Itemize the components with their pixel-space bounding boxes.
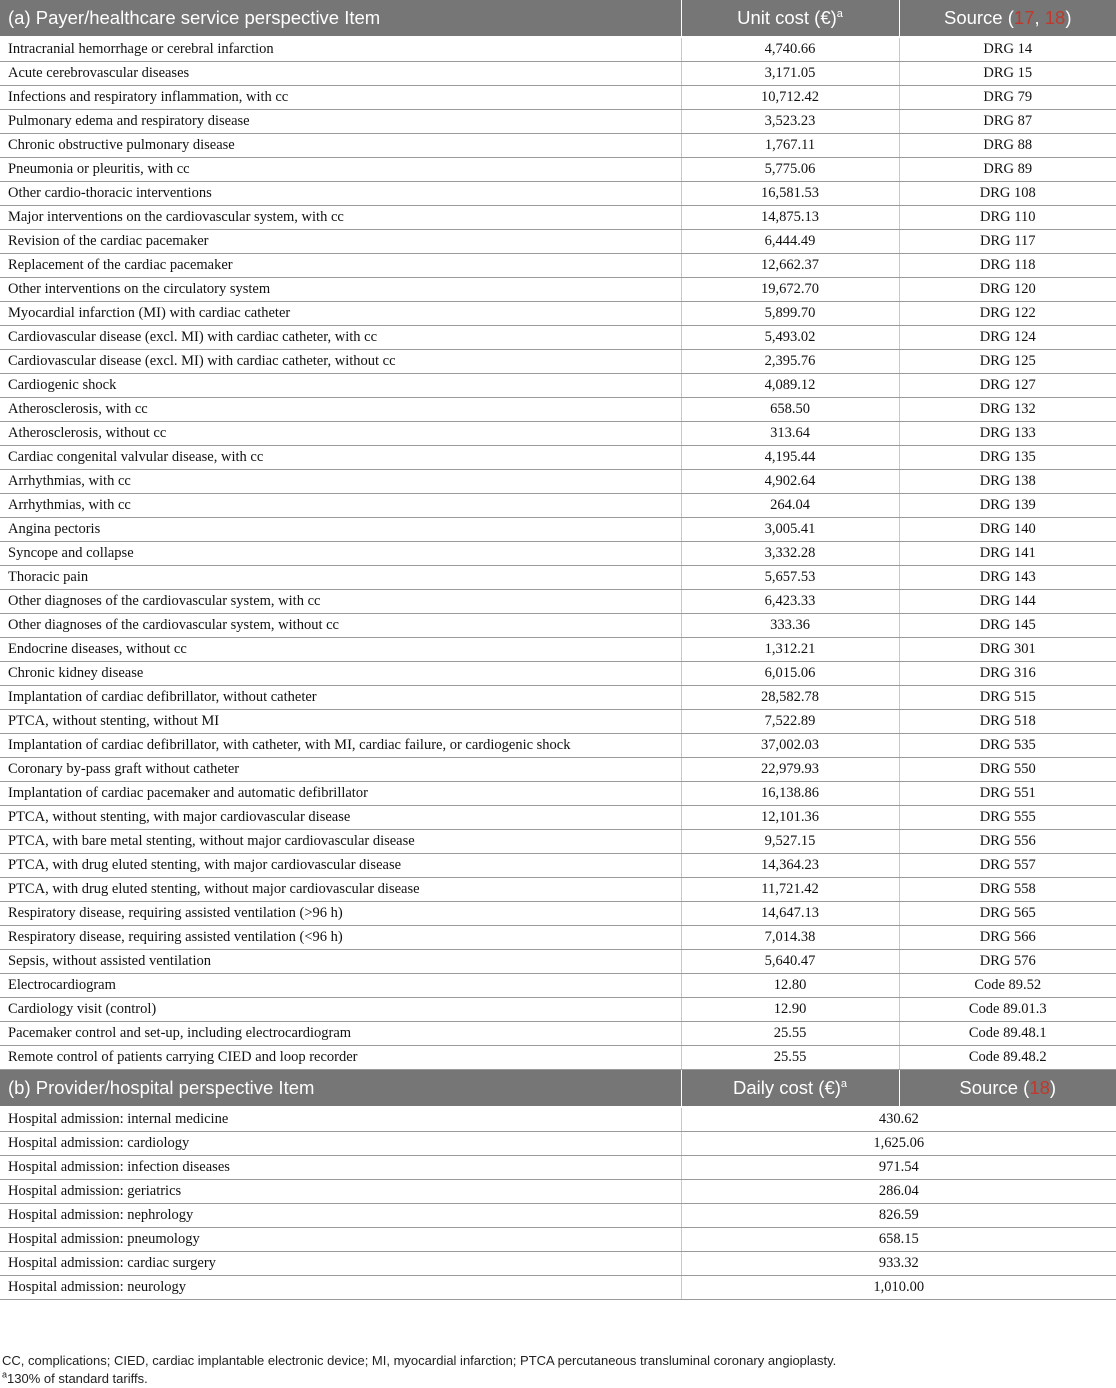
- item-cell: Hospital admission: neurology: [0, 1276, 681, 1300]
- table-row: [0, 854, 1116, 878]
- item-cell: Myocardial infarction (MI) with cardiac catheter: [0, 302, 681, 326]
- table-row: [0, 974, 1116, 998]
- section-b-cost-header: [681, 1070, 899, 1108]
- unit-cost-cell: 12,101.36: [681, 806, 899, 830]
- table-row: [0, 134, 1116, 158]
- source-cell: Code 89.52: [899, 974, 1116, 998]
- unit-cost-cell: 5,899.70: [681, 302, 899, 326]
- unit-cost-cell: 6,015.06: [681, 662, 899, 686]
- item-cell: Hospital admission: cardiology: [0, 1132, 681, 1156]
- table-row: [0, 782, 1116, 806]
- daily-cost-cell: 430.62: [681, 1107, 1116, 1132]
- item-cell: Pacemaker control and set-up, including electrocardiogram: [0, 1022, 681, 1046]
- table-footnotes: [2, 1352, 1114, 1388]
- table-row: [0, 1156, 1116, 1180]
- unit-cost-cell: 4,902.64: [681, 470, 899, 494]
- section-a-source-header: [899, 0, 1116, 37]
- item-cell: Angina pectoris: [0, 518, 681, 542]
- table-row: [0, 182, 1116, 206]
- unit-cost-cell: 658.50: [681, 398, 899, 422]
- unit-cost-cell: 313.64: [681, 422, 899, 446]
- reference-link-18[interactable]: 18: [1044, 7, 1066, 28]
- source-cell: DRG 122: [899, 302, 1116, 326]
- daily-cost-cell: 286.04: [681, 1180, 1116, 1204]
- item-cell: Other diagnoses of the cardiovascular system, with cc: [0, 590, 681, 614]
- source-cell: DRG 515: [899, 686, 1116, 710]
- source-cell: DRG 132: [899, 398, 1116, 422]
- source-cell: DRG 551: [899, 782, 1116, 806]
- table-row: [0, 1204, 1116, 1228]
- section-a-cost-header: [681, 0, 899, 37]
- item-cell: Syncope and collapse: [0, 542, 681, 566]
- source-cell: DRG 566: [899, 926, 1116, 950]
- unit-cost-cell: 11,721.42: [681, 878, 899, 902]
- unit-cost-cell: 12.90: [681, 998, 899, 1022]
- unit-cost-cell: 37,002.03: [681, 734, 899, 758]
- table-row: [0, 830, 1116, 854]
- item-cell: Cardiology visit (control): [0, 998, 681, 1022]
- table-row: [0, 878, 1116, 902]
- item-cell: Cardiovascular disease (excl. MI) with cardiac catheter, with cc: [0, 326, 681, 350]
- table-row: [0, 470, 1116, 494]
- unit-cost-cell: 5,775.06: [681, 158, 899, 182]
- unit-cost-cell: 6,423.33: [681, 590, 899, 614]
- daily-cost-cell: 1,625.06: [681, 1132, 1116, 1156]
- source-cell: DRG 145: [899, 614, 1116, 638]
- table-row: [0, 926, 1116, 950]
- source-cell: DRG 120: [899, 278, 1116, 302]
- item-cell: Atherosclerosis, without cc: [0, 422, 681, 446]
- unit-cost-cell: 14,647.13: [681, 902, 899, 926]
- table-row: [0, 494, 1116, 518]
- source-cell: DRG 133: [899, 422, 1116, 446]
- table-row: [0, 1046, 1116, 1070]
- source-cell: DRG 14: [899, 37, 1116, 62]
- item-cell: Hospital admission: geriatrics: [0, 1180, 681, 1204]
- table-row: [0, 302, 1116, 326]
- source-cell: Code 89.48.2: [899, 1046, 1116, 1070]
- item-cell: Implantation of cardiac pacemaker and automatic defibrillator: [0, 782, 681, 806]
- item-cell: Major interventions on the cardiovascular system, with cc: [0, 206, 681, 230]
- unit-cost-cell: 3,332.28: [681, 542, 899, 566]
- table-row: [0, 1132, 1116, 1156]
- unit-cost-cell: 25.55: [681, 1046, 899, 1070]
- unit-cost-cell: 333.36: [681, 614, 899, 638]
- table-row: [0, 62, 1116, 86]
- source-cell: DRG 139: [899, 494, 1116, 518]
- source-cell: DRG 88: [899, 134, 1116, 158]
- table-row: [0, 902, 1116, 926]
- item-cell: Hospital admission: infection diseases: [0, 1156, 681, 1180]
- table-row: [0, 1228, 1116, 1252]
- section-b-source-prefix: Source (: [959, 1077, 1030, 1098]
- item-cell: Thoracic pain: [0, 566, 681, 590]
- section-a-header-row: [0, 0, 1116, 37]
- table-row: [0, 950, 1116, 974]
- unit-cost-cell: 1,312.21: [681, 638, 899, 662]
- source-cell: DRG 576: [899, 950, 1116, 974]
- source-cell: DRG 138: [899, 470, 1116, 494]
- item-cell: PTCA, with bare metal stenting, without major cardiovascular disease: [0, 830, 681, 854]
- abbreviations-note: CC, complications; CIED, cardiac implantable electronic device; MI, myocardial infarction; PTCA percutaneous transluminal coronary angioplasty.: [2, 1353, 837, 1368]
- unit-cost-cell: 19,672.70: [681, 278, 899, 302]
- table-row: [0, 326, 1116, 350]
- source-cell: DRG 110: [899, 206, 1116, 230]
- section-a-ref-separator: ,: [1034, 7, 1045, 28]
- source-cell: DRG 518: [899, 710, 1116, 734]
- daily-cost-cell: 933.32: [681, 1252, 1116, 1276]
- table-row: [0, 86, 1116, 110]
- unit-cost-cell: 5,640.47: [681, 950, 899, 974]
- unit-cost-cell: 14,875.13: [681, 206, 899, 230]
- section-b-item-header: (b) Provider/hospital perspective Item: [0, 1070, 681, 1108]
- unit-cost-cell: 3,171.05: [681, 62, 899, 86]
- table-row: [0, 686, 1116, 710]
- tariff-note: [2, 1370, 1114, 1388]
- item-cell: Pneumonia or pleuritis, with cc: [0, 158, 681, 182]
- source-cell: DRG 124: [899, 326, 1116, 350]
- source-cell: DRG 555: [899, 806, 1116, 830]
- section-b-cost-header-footnote: a: [840, 1077, 848, 1090]
- unit-cost-cell: 16,138.86: [681, 782, 899, 806]
- item-cell: Coronary by-pass graft without catheter: [0, 758, 681, 782]
- table-row: [0, 710, 1116, 734]
- item-cell: PTCA, without stenting, without MI: [0, 710, 681, 734]
- item-cell: Cardiovascular disease (excl. MI) with cardiac catheter, without cc: [0, 350, 681, 374]
- section-b-cost-header-text: Daily cost (€): [732, 1077, 841, 1098]
- table-row: [0, 110, 1116, 134]
- unit-cost-cell: 1,767.11: [681, 134, 899, 158]
- section-a-cost-header-text: Unit cost (€): [737, 7, 837, 28]
- section-b-source-header: [899, 1070, 1116, 1108]
- unit-cost-cell: 3,005.41: [681, 518, 899, 542]
- unit-cost-cell: 12.80: [681, 974, 899, 998]
- table-row: [0, 542, 1116, 566]
- source-cell: DRG 316: [899, 662, 1116, 686]
- table-row: [0, 374, 1116, 398]
- table-row: [0, 206, 1116, 230]
- item-cell: Respiratory disease, requiring assisted ventilation (<96 h): [0, 926, 681, 950]
- table-row: [0, 1022, 1116, 1046]
- source-cell: DRG 89: [899, 158, 1116, 182]
- source-cell: DRG 550: [899, 758, 1116, 782]
- unit-cost-cell: 6,444.49: [681, 230, 899, 254]
- unit-cost-cell: 12,662.37: [681, 254, 899, 278]
- unit-cost-cell: 2,395.76: [681, 350, 899, 374]
- unit-cost-cell: 22,979.93: [681, 758, 899, 782]
- source-cell: DRG 301: [899, 638, 1116, 662]
- item-cell: Hospital admission: nephrology: [0, 1204, 681, 1228]
- table-row: [0, 1276, 1116, 1300]
- table-row: [0, 566, 1116, 590]
- section-a-source-suffix: ): [1065, 7, 1072, 28]
- source-cell: DRG 125: [899, 350, 1116, 374]
- item-cell: Cardiac congenital valvular disease, with cc: [0, 446, 681, 470]
- section-a-cost-header-footnote: a: [836, 7, 843, 20]
- unit-cost-cell: 28,582.78: [681, 686, 899, 710]
- unit-cost-cell: 9,527.15: [681, 830, 899, 854]
- table-row: [0, 446, 1116, 470]
- source-cell: DRG 135: [899, 446, 1116, 470]
- source-cell: DRG 565: [899, 902, 1116, 926]
- table-row: [0, 230, 1116, 254]
- table-row: [0, 350, 1116, 374]
- source-cell: DRG 143: [899, 566, 1116, 590]
- daily-cost-cell: 658.15: [681, 1228, 1116, 1252]
- item-cell: Revision of the cardiac pacemaker: [0, 230, 681, 254]
- table-row: [0, 398, 1116, 422]
- item-cell: Arrhythmias, with cc: [0, 494, 681, 518]
- daily-cost-cell: 826.59: [681, 1204, 1116, 1228]
- daily-cost-cell: 971.54: [681, 1156, 1116, 1180]
- item-cell: Hospital admission: pneumology: [0, 1228, 681, 1252]
- source-cell: DRG 108: [899, 182, 1116, 206]
- source-cell: Code 89.48.1: [899, 1022, 1116, 1046]
- unit-cost-cell: 16,581.53: [681, 182, 899, 206]
- item-cell: Endocrine diseases, without cc: [0, 638, 681, 662]
- item-cell: PTCA, with drug eluted stenting, with major cardiovascular disease: [0, 854, 681, 878]
- unit-cost-cell: 4,195.44: [681, 446, 899, 470]
- table-row: [0, 518, 1116, 542]
- item-cell: Implantation of cardiac defibrillator, without catheter: [0, 686, 681, 710]
- table-row: [0, 806, 1116, 830]
- unit-cost-cell: 264.04: [681, 494, 899, 518]
- unit-cost-cell: 7,522.89: [681, 710, 899, 734]
- item-cell: Other interventions on the circulatory system: [0, 278, 681, 302]
- source-cell: DRG 140: [899, 518, 1116, 542]
- table-row: [0, 590, 1116, 614]
- table-row: [0, 734, 1116, 758]
- item-cell: Chronic obstructive pulmonary disease: [0, 134, 681, 158]
- unit-cost-cell: 25.55: [681, 1022, 899, 1046]
- item-cell: Acute cerebrovascular diseases: [0, 62, 681, 86]
- tariff-note-marker: a: [2, 1369, 8, 1380]
- unit-cost-cell: 10,712.42: [681, 86, 899, 110]
- source-cell: DRG 535: [899, 734, 1116, 758]
- source-cell: Code 89.01.3: [899, 998, 1116, 1022]
- item-cell: Respiratory disease, requiring assisted ventilation (>96 h): [0, 902, 681, 926]
- unit-cost-cell: 7,014.38: [681, 926, 899, 950]
- item-cell: Other diagnoses of the cardiovascular system, without cc: [0, 614, 681, 638]
- item-cell: Hospital admission: internal medicine: [0, 1107, 681, 1132]
- table-row: [0, 422, 1116, 446]
- table-row: [0, 614, 1116, 638]
- item-cell: Intracranial hemorrhage or cerebral infarction: [0, 37, 681, 62]
- item-cell: Atherosclerosis, with cc: [0, 398, 681, 422]
- section-a-item-header: (a) Payer/healthcare service perspective Item: [0, 0, 681, 37]
- item-cell: Infections and respiratory inflammation, with cc: [0, 86, 681, 110]
- unit-cost-cell: 14,364.23: [681, 854, 899, 878]
- source-cell: DRG 556: [899, 830, 1116, 854]
- source-cell: DRG 79: [899, 86, 1116, 110]
- table-row: [0, 998, 1116, 1022]
- daily-cost-cell: 1,010.00: [681, 1276, 1116, 1300]
- unit-cost-cell: 5,657.53: [681, 566, 899, 590]
- item-cell: PTCA, with drug eluted stenting, without major cardiovascular disease: [0, 878, 681, 902]
- item-cell: Cardiogenic shock: [0, 374, 681, 398]
- source-cell: DRG 15: [899, 62, 1116, 86]
- item-cell: Implantation of cardiac defibrillator, with catheter, with MI, cardiac failure, or cardiogenic shock: [0, 734, 681, 758]
- unit-cost-cell: 4,740.66: [681, 37, 899, 62]
- source-cell: DRG 558: [899, 878, 1116, 902]
- table-row: [0, 158, 1116, 182]
- item-cell: Hospital admission: cardiac surgery: [0, 1252, 681, 1276]
- reference-link-17[interactable]: 17: [1013, 7, 1035, 28]
- item-cell: Sepsis, without assisted ventilation: [0, 950, 681, 974]
- unit-cost-cell: 4,089.12: [681, 374, 899, 398]
- section-a-source-prefix: Source (: [943, 7, 1014, 28]
- table-row: [0, 758, 1116, 782]
- table-row: [0, 662, 1116, 686]
- unit-cost-cell: 3,523.23: [681, 110, 899, 134]
- table-row: [0, 37, 1116, 62]
- item-cell: Arrhythmias, with cc: [0, 470, 681, 494]
- item-cell: Other cardio-thoracic interventions: [0, 182, 681, 206]
- source-cell: DRG 117: [899, 230, 1116, 254]
- source-cell: DRG 144: [899, 590, 1116, 614]
- table-row: [0, 1252, 1116, 1276]
- table-row: [0, 254, 1116, 278]
- tariff-note-text: 130% of standard tariffs.: [7, 1371, 148, 1386]
- table-row: [0, 1107, 1116, 1132]
- table-row: [0, 278, 1116, 302]
- section-b-source-suffix: ): [1049, 1077, 1057, 1098]
- item-cell: Replacement of the cardiac pacemaker: [0, 254, 681, 278]
- item-cell: Pulmonary edema and respiratory disease: [0, 110, 681, 134]
- source-cell: DRG 87: [899, 110, 1116, 134]
- source-cell: DRG 118: [899, 254, 1116, 278]
- table-row: [0, 638, 1116, 662]
- item-cell: Chronic kidney disease: [0, 662, 681, 686]
- item-cell: Remote control of patients carrying CIED and loop recorder: [0, 1046, 681, 1070]
- section-b-header-row: [0, 1070, 1116, 1108]
- source-cell: DRG 557: [899, 854, 1116, 878]
- table-row: [0, 1180, 1116, 1204]
- unit-cost-cell: 5,493.02: [681, 326, 899, 350]
- item-cell: PTCA, without stenting, with major cardiovascular disease: [0, 806, 681, 830]
- item-cell: Electrocardiogram: [0, 974, 681, 998]
- source-cell: DRG 127: [899, 374, 1116, 398]
- reference-link-18[interactable]: 18: [1029, 1077, 1050, 1098]
- source-cell: DRG 141: [899, 542, 1116, 566]
